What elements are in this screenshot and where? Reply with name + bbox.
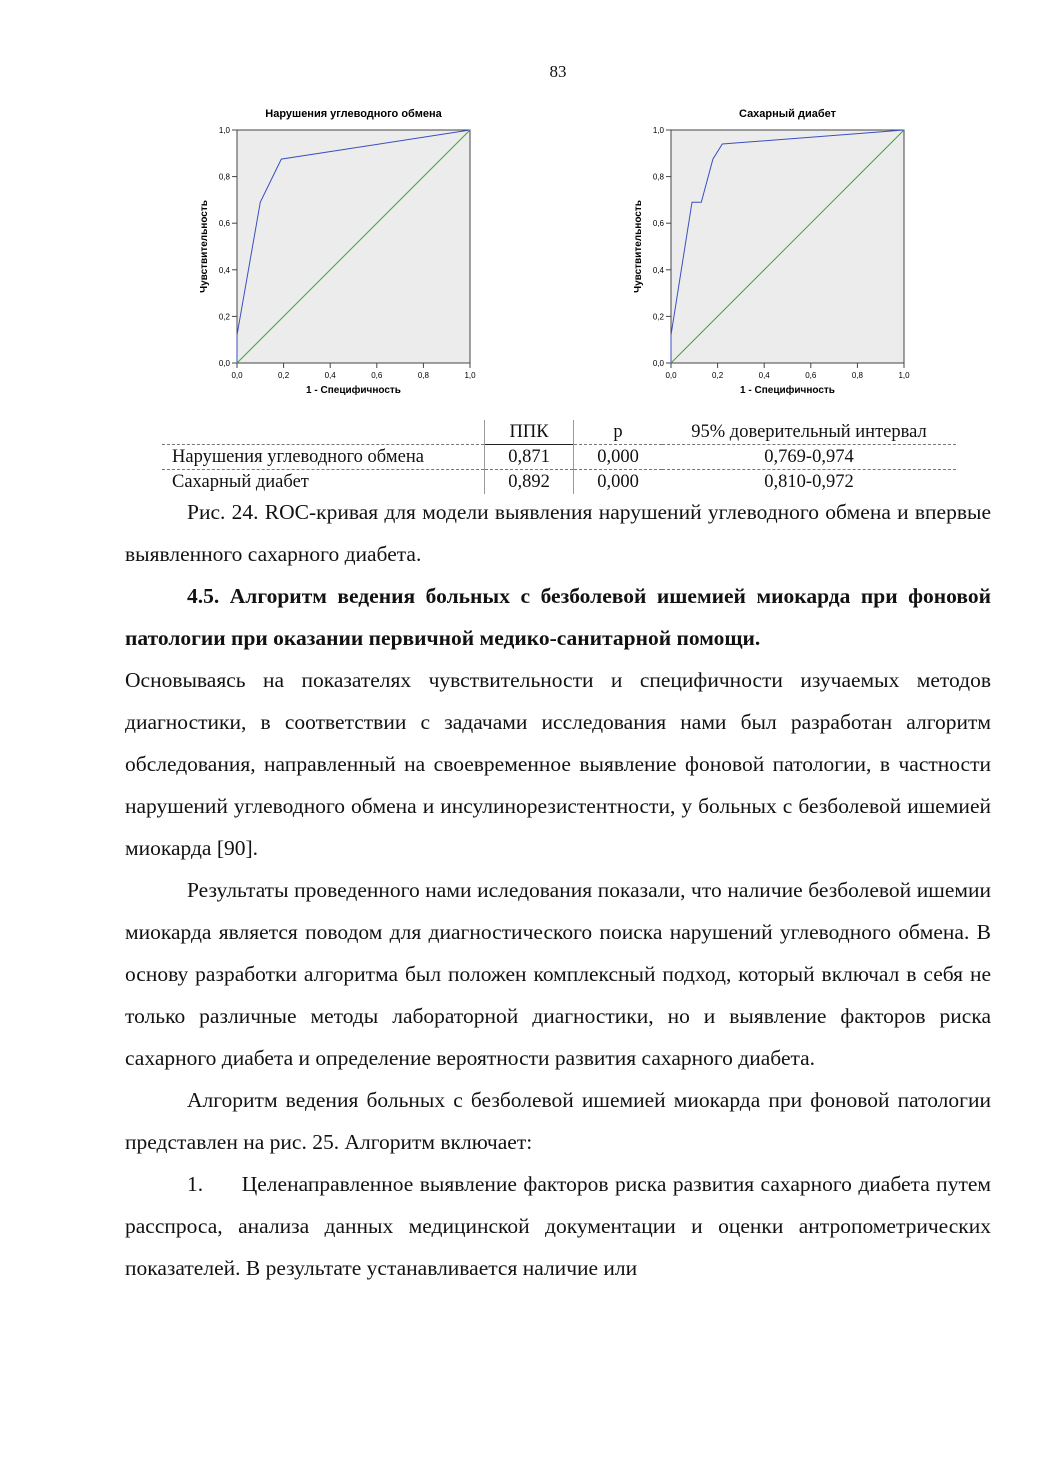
roc-chart-diabetes-svg [630,104,930,404]
y-tick-label: 0,6 [652,219,664,229]
y-tick-label: 0,8 [652,172,664,182]
stats-table [162,420,956,494]
table-cell-auc: 0,892 [485,470,574,495]
chart-title: Нарушения углеводного обмена [265,108,442,120]
figure-caption-text: Рис. 24. ROC-кривая для модели выявления нарушений углеводного обмена и впервые выявленного сахарного диабета. [125,500,991,566]
chart-title: Сахарный диабет [738,108,837,120]
x-tick-label: 0,2 [712,371,724,380]
x-tick-label: 0,8 [417,371,429,380]
table-cell-p: 0,000 [597,472,639,492]
y-tick-label: 0,2 [652,312,664,322]
page-number: 83 [549,62,567,81]
y-tick-label: 0,4 [218,265,230,275]
figure-caption [125,491,991,575]
x-tick-label: 0,0 [665,371,677,380]
roc-chart-diabetes [630,104,930,404]
table-header-auc: ППК [485,420,574,445]
table-cell-p: 0,000 [574,445,663,470]
x-tick-label: 0,2 [278,371,290,380]
paragraph: Основываясь на показателях чувствительности и специфичности изучаемых методов диагностики, в соответствии с задачами исследования нами был разработан алгоритм обследования, направленный на своевременное выявление фоновой патологии, в частности нарушений углеводного обмена и инсулинорезистентности, у больных с безболевой ишемией миокарда [90]. [125,668,991,860]
table-header-empty [162,420,485,445]
table-cell-auc: 0,871 [485,445,574,470]
list-item: 1. Целенаправленное выявление факторов риска развития сахарного диабета путем расспроса, анализа данных медицинской документации и оценки антропометрических показателей. В результате устанавливается наличие или [125,1172,991,1280]
y-tick-label: 1,0 [218,126,230,135]
x-tick-label: 0,4 [324,371,336,380]
y-tick-label: 0,6 [218,219,230,229]
x-axis-label: 1 - Специфичность [306,385,401,396]
y-axis-label: Чувствительность [199,200,210,293]
x-tick-label: 0,0 [231,371,243,380]
x-tick-label: 1,0 [898,371,910,380]
table-header-row [162,420,956,445]
y-tick-label: 0,4 [652,265,664,275]
x-tick-label: 0,6 [805,371,817,380]
section-4-5 [125,575,991,1289]
y-tick-label: 1,0 [652,126,664,135]
paragraph: Алгоритм ведения больных с безболевой ишемией миокарда при фоновой патологии представлен на рис. 25. Алгоритм включает: [125,1088,991,1154]
x-tick-label: 0,4 [758,371,770,380]
table-header-p: p [574,420,663,445]
y-tick-label: 0,0 [652,359,664,368]
roc-chart-carbohydrate-svg [196,104,496,404]
y-tick-label: 0,0 [218,359,230,368]
table-cell-name: Нарушения углеводного обмена [162,445,485,470]
x-axis-label: 1 - Специфичность [740,385,835,396]
section-heading: 4.5. Алгоритм ведения больных с безболевой ишемией миокарда при фоновой патологии при оказании первичной медико-санитарной помощи. [125,584,991,650]
roc-chart-carbohydrate [196,104,496,404]
y-axis-label: Чувствительность [633,200,644,293]
x-tick-label: 1,0 [464,371,476,380]
y-tick-label: 0,8 [218,172,230,182]
table-header-ci: 95% доверительный интервал [662,420,956,445]
paragraph: Результаты проведенного нами иследования показали, что наличие безболевой ишемии миокарда является поводом для диагностического поиска нарушений углеводного обмена. В основу разработки алгоритма был положен комплексный подход, который включал в себя не только различные методы лабораторной диагностики, но и выявление факторов риска сахарного диабета и определение вероятности развития сахарного диабета. [125,878,991,1070]
y-tick-label: 0,2 [218,312,230,322]
x-tick-label: 0,6 [371,371,383,380]
table-row [162,445,956,470]
table-cell-ci: 0,769-0,974 [662,445,956,470]
table-cell-name: Сахарный диабет [172,472,309,492]
x-tick-label: 0,8 [851,371,863,380]
table-cell-ci: 0,810-0,972 [764,472,854,492]
